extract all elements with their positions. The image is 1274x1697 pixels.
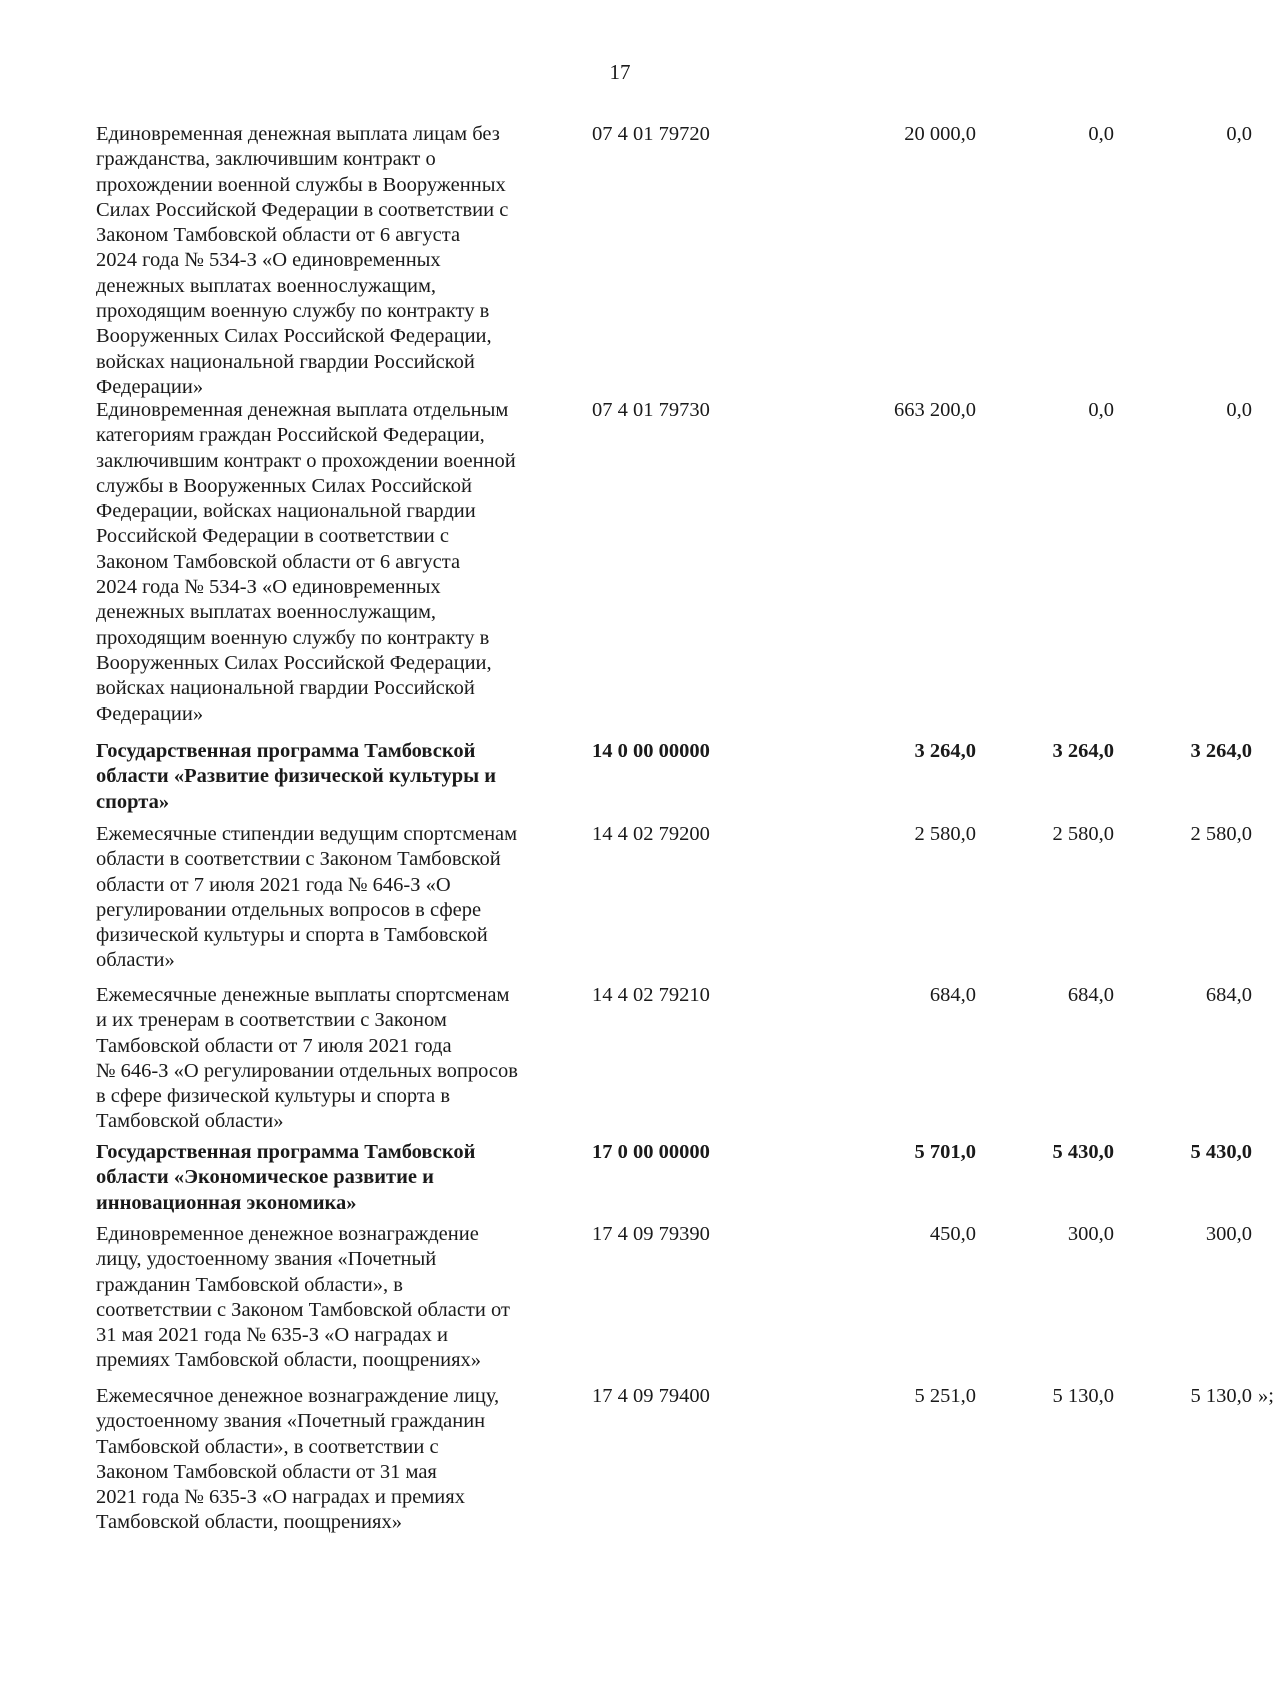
row-code: 17 0 00 00000 bbox=[592, 1141, 710, 1163]
row-code: 14 0 00 00000 bbox=[592, 740, 710, 762]
budget-table bbox=[96, 122, 1274, 1544]
row-value-3: 2 580,0 bbox=[1190, 823, 1252, 845]
row-description: Единовременная денежная выплата лицам без гражданства, заключившим контракт о прохождении военной службы в Вооруженных Силах Российской Федерации в соответствии с Законом Тамбовской области от 6 августа 2024 года № 534-З «О единовременных денежных выплатах военнослужащим, проходящим военную службу по контракту в Вооруженных Силах Российской Федерации, войсках национальной гвардии Российской Федерации» bbox=[96, 123, 509, 398]
row-value-2: 5 130,0 bbox=[1052, 1385, 1114, 1407]
row-description: Ежемесячные стипендии ведущим спортсменам области в соответствии с Законом Тамбовской области от 7 июля 2021 года № 646-З «О регулировании отдельных вопросов в сфере физической культуры и спорта в Тамбовской области» bbox=[96, 823, 518, 972]
row-value-3: 684,0 bbox=[1205, 984, 1252, 1006]
row-value-2: 684,0 bbox=[1067, 984, 1114, 1006]
table-row bbox=[96, 822, 1252, 983]
table-row bbox=[96, 122, 1252, 398]
row-code: 14 4 02 79200 bbox=[592, 823, 710, 845]
table-row bbox=[96, 1384, 1274, 1544]
row-value-1: 2 580,0 bbox=[914, 823, 976, 845]
row-code: 17 4 09 79390 bbox=[592, 1223, 710, 1245]
row-value-3: 300,0 bbox=[1205, 1223, 1252, 1245]
row-description: Ежемесячные денежные выплаты спортсменам и их тренерам в соответствии с Законом Тамбовской области от 7 июля 2021 года № 646-З «О регулировании отдельных вопросов в сфере физической культуры и спорта в Тамбовской области» bbox=[96, 984, 518, 1133]
row-description: Единовременное денежное вознаграждение лицу, удостоенному звания «Почетный гражданин Тамбовской области», в соответствии с Законом Тамбовской области от 31 мая 2021 года № 635-З «О наградах и премиях Тамбовской области, поощрениях» bbox=[96, 1223, 510, 1372]
row-code: 14 4 02 79210 bbox=[592, 984, 710, 1006]
table-row bbox=[96, 398, 1252, 739]
row-code: 07 4 01 79720 bbox=[592, 123, 710, 145]
row-value-1: 20 000,0 bbox=[904, 123, 976, 145]
row-description: Государственная программа Тамбовской области «Развитие физической культуры и спорта» bbox=[96, 740, 497, 813]
row-value-3: 3 264,0 bbox=[1190, 740, 1252, 762]
table-row bbox=[96, 1222, 1252, 1384]
row-description: Ежемесячное денежное вознаграждение лицу, удостоенному звания «Почетный гражданин Тамбовской области», в соответствии с Законом Тамбовской области от 31 мая 2021 года № 635-З «О наградах и премиях Тамбовской области, поощрениях» bbox=[96, 1385, 500, 1534]
row-value-3: 5 430,0 bbox=[1190, 1141, 1252, 1163]
row-value-3: 5 130,0 bbox=[1190, 1385, 1252, 1407]
row-value-2: 0,0 bbox=[1088, 123, 1114, 145]
row-value-1: 684,0 bbox=[929, 984, 976, 1006]
row-value-2: 3 264,0 bbox=[1052, 740, 1114, 762]
row-value-1: 3 264,0 bbox=[914, 740, 976, 762]
row-value-2: 2 580,0 bbox=[1052, 823, 1114, 845]
row-value-3: 0,0 bbox=[1226, 123, 1252, 145]
table-row-program bbox=[96, 1140, 1252, 1222]
row-value-2: 300,0 bbox=[1067, 1223, 1114, 1245]
row-value-2: 5 430,0 bbox=[1052, 1141, 1114, 1163]
row-code: 07 4 01 79730 bbox=[592, 399, 710, 421]
page-number: 17 bbox=[609, 60, 631, 84]
row-value-2: 0,0 bbox=[1088, 399, 1114, 421]
closing-quote-mark: »; bbox=[1258, 1385, 1274, 1407]
row-description: Единовременная денежная выплата отдельным категориям граждан Российской Федерации, заключившим контракт о прохождении военной службы в Вооруженных Силах Российской Федерации, войсках национальной гвардии Российской Федерации в соответствии с Законом Тамбовской области от 6 августа 2024 года № 534-З «О единовременных денежных выплатах военнослужащим, проходящим военную службу по контракту в Вооруженных Силах Российской Федерации, войсках национальной гвардии Российской Федерации» bbox=[96, 399, 516, 725]
row-value-1: 450,0 bbox=[929, 1223, 976, 1245]
row-value-3: 0,0 bbox=[1226, 399, 1252, 421]
row-value-1: 663 200,0 bbox=[894, 399, 976, 421]
row-code: 17 4 09 79400 bbox=[592, 1385, 710, 1407]
table-row bbox=[96, 983, 1252, 1140]
table-row-program bbox=[96, 739, 1252, 822]
row-value-1: 5 251,0 bbox=[914, 1385, 976, 1407]
row-value-1: 5 701,0 bbox=[914, 1141, 976, 1163]
row-description: Государственная программа Тамбовской области «Экономическое развитие и инновационная экономика» bbox=[96, 1141, 476, 1214]
